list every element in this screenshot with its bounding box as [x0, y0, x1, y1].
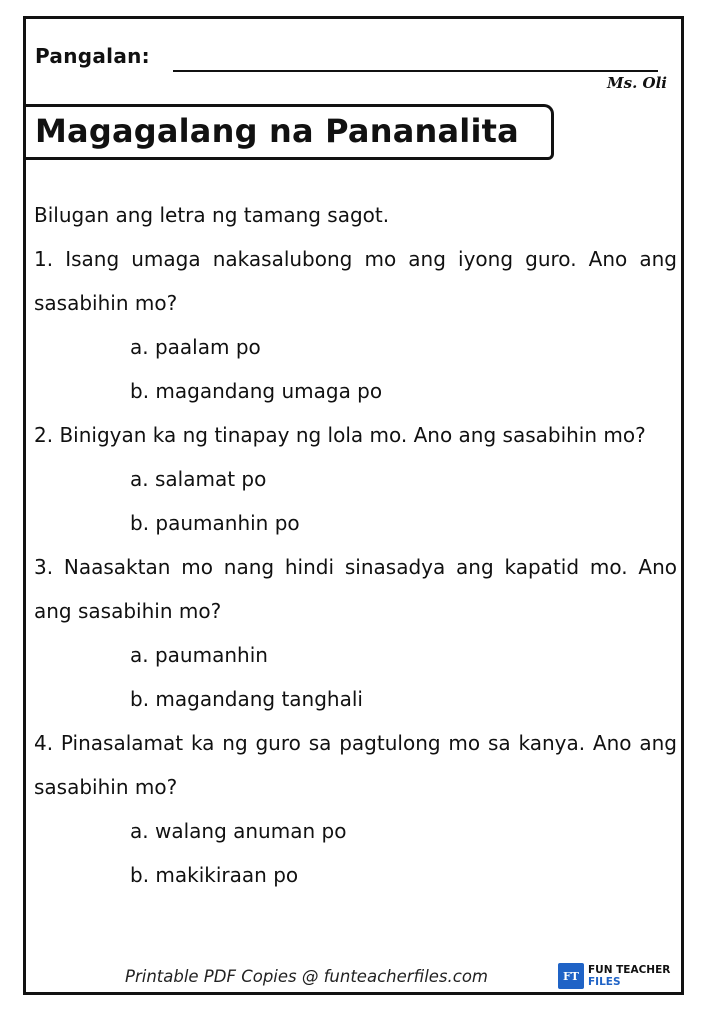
question-3: 3. Naasaktan mo nang hindi sinasadya ang kapatid mo. Ano ang sasabihin mo? [34, 555, 677, 623]
logo-line-1: FUN TEACHER [588, 964, 671, 976]
worksheet-content [34, 193, 677, 897]
question-3-option-b: b. magandang tanghali [130, 687, 363, 711]
name-label: Pangalan: [35, 44, 150, 68]
logo-mark-icon: FT [558, 963, 584, 989]
question-4-option-a: a. walang anuman po [130, 819, 347, 843]
question-4: 4. Pinasalamat ka ng guro sa pagtulong mo sa kanya. Ano ang sasabihin mo? [34, 731, 677, 799]
question-2-option-a: a. salamat po [130, 467, 267, 491]
question-4-option-b: b. makikiraan po [130, 863, 299, 887]
question-2-option-b: b. paumanhin po [130, 511, 300, 535]
author-signature: Ms. Oli [607, 74, 667, 92]
footer-text: Printable PDF Copies @ funteacherfiles.com [125, 967, 489, 986]
fun-teacher-files-logo [558, 963, 670, 989]
logo-text [588, 964, 670, 988]
worksheet-title: Magagalang na Pananalita [35, 112, 519, 150]
logo-line-2: FILES [588, 976, 621, 988]
question-1-option-b: b. magandang umaga po [130, 379, 383, 403]
instructions: Bilugan ang letra ng tamang sagot. [34, 203, 390, 227]
question-1-option-a: a. paalam po [130, 335, 261, 359]
question-3-option-a: a. paumanhin [130, 643, 268, 667]
question-1: 1. Isang umaga nakasalubong mo ang iyong guro. Ano ang sasabihin mo? [34, 247, 677, 315]
question-2: 2. Binigyan ka ng tinapay ng lola mo. Ano ang sasabihin mo? [34, 423, 646, 447]
name-write-line [173, 70, 658, 72]
